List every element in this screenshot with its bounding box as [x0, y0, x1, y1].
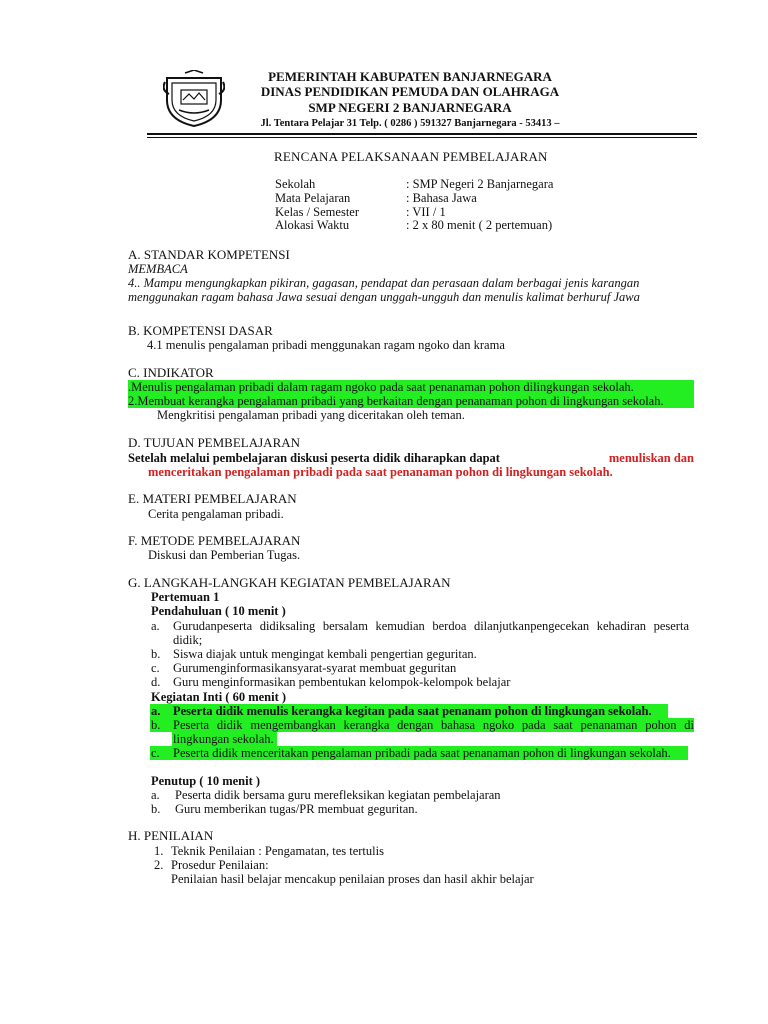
- closing-heading: Penutup ( 10 menit ): [151, 774, 261, 788]
- letterhead-rule-thick: [147, 133, 697, 135]
- list-marker: a.: [151, 704, 161, 718]
- list-marker: b.: [151, 647, 161, 661]
- section-f-heading: F. METODE PEMBELAJARAN: [128, 533, 301, 548]
- list-marker: c.: [151, 661, 160, 675]
- section-c-heading: C. INDIKATOR: [128, 365, 214, 380]
- district-crest-logo: [163, 70, 225, 128]
- section-c-item-1-text: .Menulis pengalaman pribadi dalam ragam ngoko pada saat penanaman pohon dilingkungan sekolah.: [128, 380, 634, 394]
- letterhead-line-1: PEMERINTAH KABUPATEN BANJARNEGARA: [268, 69, 552, 84]
- identity-value: : SMP Negeri 2 Banjarnegara: [406, 177, 554, 191]
- section-c-item-3: Mengkritisi pengalaman pribadi yang diceritakan oleh teman.: [157, 408, 465, 422]
- list-marker: a.: [151, 619, 160, 633]
- list-item-continued: lingkungan sekolah.: [173, 732, 274, 746]
- identity-value: : Bahasa Jawa: [406, 191, 477, 205]
- section-b-item: 4.1 menulis pengalaman pribadi menggunakan ragam ngoko dan krama: [147, 338, 505, 352]
- identity-key: Kelas / Semester: [275, 205, 360, 219]
- list-item: Peserta didik menceritakan pengalaman pribadi pada saat penanaman pohon di lingkungan sekolah.: [173, 746, 671, 760]
- identity-key: Mata Pelajaran: [275, 191, 351, 205]
- list-item: Teknik Penilaian : Pengamatan, tes tertulis: [171, 844, 384, 858]
- section-d-line-2: menceritakan pengalaman pribadi pada saat penanaman pohon di lingkungan sekolah.: [148, 465, 613, 479]
- list-item-continued: didik;: [173, 633, 203, 647]
- list-marker: a.: [151, 788, 160, 802]
- identity-key: Sekolah: [275, 177, 316, 191]
- list-marker: 1.: [154, 844, 164, 858]
- core-heading: Kegiatan Inti ( 60 menit ): [151, 690, 287, 704]
- list-marker: d.: [151, 675, 161, 689]
- list-item: Guru menginformasikan pembentukan kelompok-kelompok belajar: [173, 675, 511, 689]
- section-a-subheading: MEMBACA: [128, 262, 188, 276]
- list-marker: 2.: [154, 858, 164, 872]
- section-a-line-2: menggunakan ragam bahasa Jawa sesuai dengan unggah-ungguh dan menulis kalimat berhuruf Jawa: [128, 290, 640, 304]
- section-c-item-1: [128, 380, 694, 394]
- section-a-heading: A. STANDAR KOMPETENSI: [128, 247, 290, 262]
- list-item: Peserta didik menulis kerangka kegitan pada saat penanam pohon di lingkungan sekolah.: [173, 704, 652, 718]
- document-title: RENCANA PELAKSANAAN PEMBELAJARAN: [274, 149, 548, 164]
- list-marker: c.: [151, 746, 160, 760]
- list-item: Guru memberikan tugas/PR membuat geguritan.: [175, 802, 418, 816]
- list-marker: b.: [151, 718, 161, 732]
- letterhead-line-2: DINAS PENDIDIKAN PEMUDA DAN OLAHRAGA: [260, 84, 560, 99]
- section-a-line-1: 4.. Mampu mengungkapkan pikiran, gagasan, pendapat dan perasaan dalam berbagai jenis karangan: [128, 276, 640, 290]
- intro-heading: Pendahuluan ( 10 menit ): [151, 604, 286, 618]
- letterhead-line-3: SMP NEGERI 2 BANJARNEGARA: [308, 100, 512, 115]
- letterhead-rule-thin: [147, 137, 697, 138]
- list-item: Peserta didik bersama guru merefleksikan kegiatan pembelajaran: [175, 788, 501, 802]
- section-e-heading: E. MATERI PEMBELAJARAN: [128, 491, 297, 506]
- list-item: Gurumenginformasikansyarat-syarat membuat geguritan: [173, 661, 457, 675]
- identity-key: Alokasi Waktu: [275, 218, 350, 232]
- section-d-line-1-red: menuliskan dan: [608, 451, 694, 465]
- section-h-heading: H. PENILAIAN: [128, 828, 214, 843]
- section-c-item-2-text: 2.Membuat kerangka pengalaman pribadi yang berkaitan dengan penanaman pohon di lingkungan sekolah.: [128, 394, 664, 408]
- list-item: Siswa diajak untuk mengingat kembali pengertian geguritan.: [173, 647, 477, 661]
- section-b-heading: B. KOMPETENSI DASAR: [128, 323, 273, 338]
- letterhead-address: Jl. Tentara Pelajar 31 Telp. ( 0286 ) 591327 Banjarnegara - 53413 –: [260, 118, 560, 129]
- assessment-detail: Penilaian hasil belajar mencakup penilaian proses dan hasil akhir belajar: [171, 872, 534, 886]
- list-item: Gurudanpeserta didiksaling bersalam kemudian berdoa dilanjutkanpengecekan kehadiran peserta: [173, 619, 689, 633]
- section-e-item: Cerita pengalaman pribadi.: [148, 507, 284, 521]
- list-item: Prosedur Penilaian:: [171, 858, 269, 872]
- section-c-item-2: [128, 394, 694, 408]
- section-d-heading: D. TUJUAN PEMBELAJARAN: [128, 435, 301, 450]
- identity-value: : VII / 1: [406, 205, 446, 219]
- section-d-line-1: [128, 451, 694, 465]
- identity-value: : 2 x 80 menit ( 2 pertemuan): [406, 218, 553, 232]
- meeting-label: Pertemuan 1: [151, 590, 220, 604]
- section-d-line-1-text: Setelah melalui pembelajaran diskusi peserta didik diharapkan dapat: [128, 451, 500, 465]
- list-item: Peserta didik mengembangkan kerangka dengan bahasa ngoko pada saat penanaman pohon di: [173, 718, 694, 732]
- section-f-item: Diskusi dan Pemberian Tugas.: [148, 548, 301, 562]
- section-g-heading: G. LANGKAH-LANGKAH KEGIATAN PEMBELAJARAN: [128, 575, 451, 590]
- list-marker: b.: [151, 802, 161, 816]
